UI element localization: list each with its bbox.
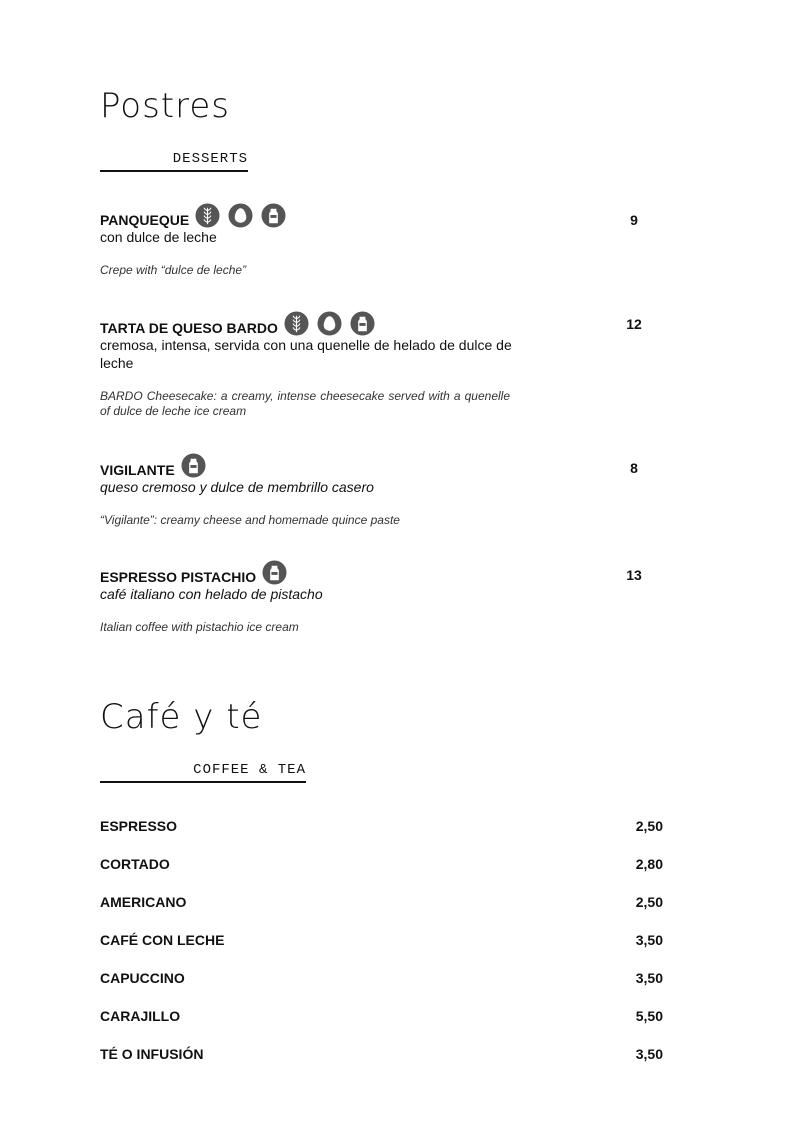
list-item: [100, 856, 663, 894]
menu-item-espresso-pistachio: [100, 557, 660, 635]
item-price: 9: [630, 212, 638, 228]
drink-name: CAPUCCINO: [100, 970, 185, 986]
menu-item-panqueque: [100, 200, 660, 278]
milk-icon: [262, 560, 287, 585]
item-description: cremosa, intensa, servida con una quenelle de helado de dulce de leche: [100, 337, 512, 371]
item-english-description: Italian coffee with pistachio ice cream: [100, 620, 299, 634]
desserts-subtitle: DESSERTS: [100, 152, 248, 172]
item-description: café italiano con helado de pistacho: [100, 586, 323, 602]
desserts-title: Postres: [100, 86, 231, 126]
item-name: PANQUEQUE: [100, 212, 190, 228]
item-english-description: “Vigilante”: creamy cheese and homemade quince paste: [100, 513, 400, 527]
list-item: [100, 1008, 663, 1046]
drink-name: AMERICANO: [100, 894, 187, 910]
drink-name: TÉ O INFUSIÓN: [100, 1046, 204, 1062]
item-price: 8: [630, 460, 638, 476]
milk-icon: [261, 203, 286, 228]
item-description: queso cremoso y dulce de membrillo casero: [100, 479, 374, 495]
menu-item-tarta-de-queso: [100, 308, 660, 419]
drink-name: CARAJILLO: [100, 1008, 181, 1024]
list-item: [100, 818, 663, 856]
drink-name: CAFÉ CON LECHE: [100, 932, 225, 948]
item-name: ESPRESSO PISTACHIO: [100, 569, 257, 585]
item-english-description: BARDO Cheesecake: a creamy, intense cheesecake served with a quenelle of dulce de leche ice cream: [100, 389, 510, 418]
drink-name: ESPRESSO: [100, 818, 178, 834]
coffee-title: Café y té: [100, 697, 263, 737]
coffee-subtitle: COFFEE & TEA: [100, 763, 306, 783]
menu-item-vigilante: [100, 450, 660, 528]
drink-name: CORTADO: [100, 856, 170, 872]
gluten-icon: [284, 311, 309, 336]
list-item: [100, 894, 663, 932]
drink-price: 2,50: [635, 894, 663, 910]
item-name: TARTA DE QUESO BARDO: [100, 320, 278, 336]
list-item: [100, 1046, 663, 1084]
drink-price: 3,50: [635, 1046, 663, 1062]
item-english-description: Crepe with “dulce de leche”: [100, 263, 247, 277]
milk-icon: [181, 453, 206, 478]
item-price: 12: [626, 316, 642, 332]
item-name: VIGILANTE: [100, 462, 175, 478]
egg-icon: [228, 203, 253, 228]
list-item: [100, 932, 663, 970]
item-price: 13: [626, 567, 642, 583]
list-item: [100, 970, 663, 1008]
drink-price: 2,50: [635, 818, 663, 834]
drinks-list: [100, 818, 663, 1084]
egg-icon: [317, 311, 342, 336]
drink-price: 3,50: [635, 932, 663, 948]
milk-icon: [350, 311, 375, 336]
drink-price: 2,80: [635, 856, 663, 872]
item-description: con dulce de leche: [100, 229, 217, 245]
gluten-icon: [195, 203, 220, 228]
drink-price: 3,50: [635, 970, 663, 986]
drink-price: 5,50: [635, 1008, 663, 1024]
